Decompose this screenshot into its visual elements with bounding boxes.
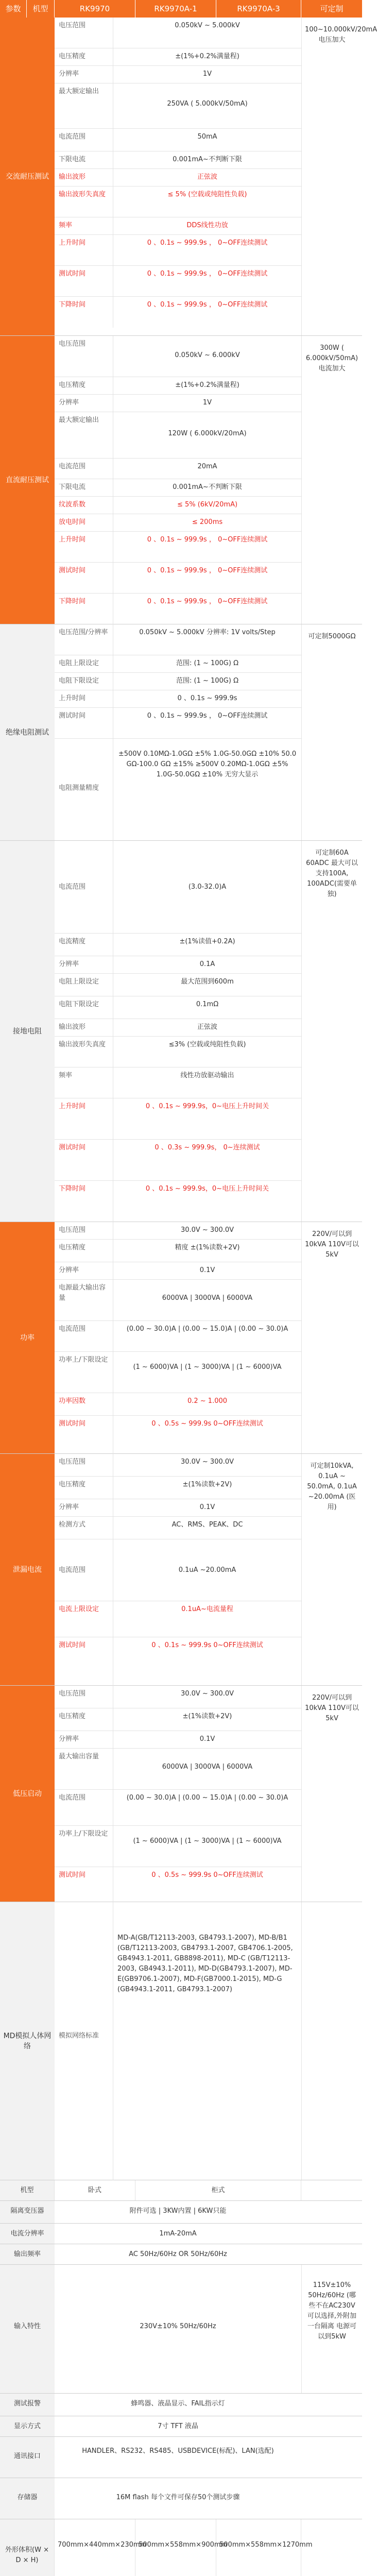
- row-value: 0 、0.3s ~ 999.9s， 0~连续测试: [155, 1144, 260, 1151]
- row-value: 0.1V: [199, 1735, 215, 1743]
- row-value: 30.0V ~ 300.0V: [180, 1226, 234, 1234]
- custom-note: 300W ( 6.000kV/50mA)电流加大: [301, 336, 362, 624]
- header-rk9970a3: RK9970A-3: [216, 0, 301, 18]
- section-ir: [0, 624, 362, 841]
- row-value: 50mA: [197, 133, 217, 141]
- row-label: 最大输出容量: [55, 1749, 113, 1789]
- memory-row: [0, 2478, 362, 2519]
- row-value: 1V: [202, 399, 212, 406]
- row-label: 电压范围: [55, 1222, 113, 1239]
- header-param: 参数: [0, 0, 27, 18]
- row-value: (3.0-32.0)A: [188, 883, 227, 891]
- row-value: 范围: (1 ~ 100G) Ω: [176, 677, 239, 685]
- row-label: 电压范围: [55, 18, 113, 48]
- row-value: 0 、0.1s ~ 999.9s ， 0~OFF连续测试: [147, 712, 268, 720]
- custom-note: 可定制5000GΩ: [301, 624, 362, 840]
- row-value: 0 、0.1s ~ 999.9s ， 0~OFF连续测试: [147, 536, 268, 544]
- row-label: 隔离变压器: [0, 2201, 55, 2223]
- row-label: 电流范围: [55, 841, 113, 933]
- row-label: 分辨率: [55, 1499, 113, 1516]
- row-label: 最大额定输出: [55, 83, 113, 128]
- row-value: 正弦波: [197, 1023, 217, 1031]
- row-label: 电流范围: [55, 129, 113, 151]
- row-label: 电阻上限设定: [55, 974, 113, 996]
- row-value: 附件可选 | 3KW内置 | 6KW只能: [129, 2207, 227, 2215]
- row-value: 0 、0.1s ~ 999.9s，0~电压上升时间关: [145, 1103, 269, 1110]
- row-value: 230V±10% 50Hz/60Hz: [140, 2323, 216, 2330]
- row-value: ±(1%+0.2%满量程): [175, 53, 239, 60]
- row-value: DDS线性功放: [186, 222, 228, 229]
- table-header: [0, 0, 362, 18]
- row-label: 电流范围: [55, 1790, 113, 1825]
- input-row: [0, 2265, 362, 2394]
- row-label: 分辨率: [55, 956, 113, 973]
- row-value: 0.001mA~不判断下限: [173, 156, 242, 163]
- row-value: 6000VA | 3000VA | 6000VA: [162, 1294, 253, 1302]
- row-label: 功率因数: [55, 1393, 113, 1415]
- dims-cabinet-a: 500mm×558mm×900mm: [135, 2519, 216, 2576]
- header-rk9970: RK9970: [55, 0, 135, 18]
- row-label: 输出频率: [0, 2244, 55, 2264]
- model-horizontal: 卧式: [55, 2180, 135, 2200]
- row-value: 范围: (1 ~ 100G) Ω: [176, 659, 239, 667]
- section-leakage: [0, 1454, 362, 1686]
- row-value: (0.00 ~ 30.0)A | (0.00 ~ 15.0)A | (0.00 ~ 30.0)A: [126, 1325, 288, 1333]
- row-value: (0.00 ~ 30.0)A | (0.00 ~ 15.0)A | (0.00 ~ 30.0)A: [126, 1794, 288, 1802]
- row-value: (1 ~ 6000)VA | (1 ~ 3000)VA | (1 ~ 6000)VA: [133, 1363, 282, 1371]
- section-title: 低压启动: [0, 1686, 55, 1902]
- section-title: 交流耐压测试: [0, 18, 55, 335]
- row-label: 分辨率: [55, 1262, 113, 1279]
- row-value: 0 、0.5s ~ 999.9s 0~OFF连续测试: [151, 1420, 263, 1428]
- row-value: (1 ~ 6000)VA | (1 ~ 3000)VA | (1 ~ 6000)VA: [133, 1837, 282, 1845]
- row-value: ±(1%+0.2%满量程): [175, 381, 239, 389]
- section-dc: [0, 336, 362, 624]
- interface-row: [0, 2437, 362, 2478]
- row-value: 0.001mA~不判断下限: [173, 483, 242, 491]
- row-value: AC 50Hz/60Hz OR 50Hz/60Hz: [129, 2250, 227, 2258]
- row-value: 20mA: [197, 463, 217, 470]
- row-value: 1mA-20mA: [159, 2230, 197, 2238]
- header-model: 机型: [27, 0, 55, 18]
- model-cabinet: 柜式: [135, 2180, 301, 2200]
- row-value: 蜂鸣器、液晶显示、FAIL指示灯: [131, 2400, 225, 2408]
- row-label: 电阻上限设定: [55, 655, 113, 672]
- custom-note: 100~10.000kV/20mA 电压加大: [301, 18, 362, 335]
- row-label: 频率: [55, 1067, 113, 1098]
- row-label: 分辨率: [55, 66, 113, 83]
- row-value: HANDLER、RS232、RS485、USBDEVICE(标配)、LAN(选配): [82, 2447, 274, 2455]
- row-value: ±(1%读值+0.2A): [179, 938, 235, 945]
- row-value: 0 、0.5s ~ 999.9s 0~OFF连续测试: [151, 1871, 263, 1879]
- row-label: 功率上/下限设定: [55, 1352, 113, 1393]
- row-value: 0 、0.1s ~ 999.9s，0~电压上升时间关: [145, 1185, 269, 1193]
- dims-cabinet-b: 500mm×558mm×1270mm: [216, 2519, 301, 2576]
- row-label: 电流精度: [55, 934, 113, 956]
- row-label: 测试时间: [55, 708, 113, 738]
- frequency-row: [0, 2244, 362, 2265]
- row-label: 上升时间: [55, 235, 113, 265]
- row-label: 电阻下限设定: [55, 673, 113, 690]
- row-label: 检测方式: [55, 1517, 113, 1539]
- row-label: 输出波形失真度: [55, 187, 113, 217]
- model-row: [0, 2180, 362, 2201]
- row-value: 16M flash 每个文件可保存50个测试步骤: [116, 2494, 240, 2501]
- row-value: 30.0V ~ 300.0V: [180, 1458, 234, 1466]
- row-value: ≤ 200ms: [192, 518, 223, 526]
- row-value: 0 、0.1s ~ 999.9s 0~OFF连续测试: [151, 1641, 263, 1649]
- row-value: 最大范围到600m: [181, 978, 234, 986]
- row-value: 0.050kV ~ 6.000kV: [175, 351, 240, 359]
- section-title: 绝缘电阻测试: [0, 624, 55, 840]
- row-value: 0.1V: [199, 1503, 215, 1511]
- row-value: 0 、0.1s ~ 999.9s ， 0~OFF连续测试: [147, 598, 268, 605]
- row-value: AC、RMS、PEAK、DC: [172, 1521, 243, 1529]
- row-label: 电流范围: [55, 1321, 113, 1351]
- custom-note: 115V±10% 50Hz/60Hz (哪些不在AC230V 可以选择,外附加一台隔离 电源可以到5kW: [301, 2265, 362, 2393]
- row-label: 通讯接口: [0, 2437, 55, 2478]
- row-label: 输出波形: [55, 169, 113, 186]
- row-label: 电压精度: [55, 48, 113, 65]
- section-low-voltage: [0, 1686, 362, 1902]
- row-value: 0 、0.1s ~ 999.9s ， 0~OFF连续测试: [147, 567, 268, 574]
- row-label: 输入特性: [0, 2265, 55, 2393]
- row-label: 电流上限设定: [55, 1601, 113, 1637]
- row-label: 电流范围: [55, 1539, 113, 1601]
- row-label: 电流范围: [55, 459, 113, 479]
- row-label: 电压精度: [55, 1477, 113, 1499]
- row-label: 分辨率: [55, 1731, 113, 1748]
- row-value: 0 、0.1s ~ 999.9s: [177, 694, 237, 702]
- row-label: 纹波系数: [55, 497, 113, 514]
- section-title: MD模拟人体网络: [0, 1902, 55, 2180]
- row-label: 外形体积(W × D × H): [0, 2519, 55, 2576]
- row-label: 测试报警: [0, 2394, 55, 2416]
- row-label: 频率: [55, 217, 113, 234]
- row-label: 电流分辨率: [0, 2224, 55, 2244]
- row-value: 0.1A: [199, 960, 215, 968]
- row-value: 正弦波: [197, 173, 217, 181]
- row-label: 输出波形失真度: [55, 1037, 113, 1067]
- row-label: 测试时间: [55, 563, 113, 593]
- custom-note: [301, 1902, 362, 2180]
- row-label: 上升时间: [55, 690, 113, 707]
- row-label: 输出波形: [55, 1019, 113, 1036]
- model-custom: [301, 2180, 362, 2200]
- section-title: 接地电阻: [0, 841, 55, 1222]
- row-label: 测试时间: [55, 266, 113, 296]
- row-value: ≤ 5% (6kV/20mA): [177, 501, 238, 509]
- row-value: 0.050kV ~ 5.000kV 分辨率: 1V volts/Step: [139, 629, 276, 636]
- row-value: MD-A(GB/T12113-2003, GB4793.1-2007), MD-B/B1 (GB/T12113-2003, GB4793.1-2007, GB4706.1-2005, GB4943.1-2011, GB8898-2011), MD-C (GB/T12113-2003, GB4943.1-2011), MD-D(GB4793.1-2007), MD-E(GB9706.1-2007), MD-F(GB7000.1-2015), MD-G (GB4943.1-2011, GB4793.1-2007): [117, 1934, 293, 1993]
- header-custom: 可定制: [320, 4, 344, 13]
- row-label: 上升时间: [55, 1098, 113, 1139]
- row-value: ±500V 0.10MΩ-1.0GΩ ±5% 1.0G-50.0GΩ ±10% 50.0 GΩ-100.0 GΩ ±15% ≥500V 0.20MΩ-1.0GΩ ±5% 1.0G-50.0GΩ ±10% 无穷大显示: [118, 750, 297, 778]
- section-title: 直流耐压测试: [0, 336, 55, 624]
- row-label: 电阻测量精度: [55, 739, 113, 841]
- header-rk9970a1: RK9970A-1: [135, 0, 216, 18]
- row-label: 电压精度: [55, 1708, 113, 1731]
- row-value: 线性功放驱动输出: [180, 1072, 234, 1079]
- row-label: 电源最大输出容量: [55, 1280, 113, 1320]
- row-label: 上升时间: [55, 532, 113, 562]
- section-title: 功率: [0, 1222, 55, 1453]
- row-value: 0.1V: [199, 1266, 215, 1274]
- row-value: ±(1%读数+2V): [182, 1713, 232, 1720]
- custom-note: 可定制60A 60ADC 最大可以支持100A, 100ADC(需要单独): [301, 841, 362, 1222]
- section-title: 泄漏电流: [0, 1454, 55, 1685]
- row-label: 下限电流: [55, 479, 113, 496]
- row-value: 30.0V ~ 300.0V: [180, 1690, 234, 1698]
- section-network: [0, 1902, 362, 2180]
- dimensions-row: [0, 2519, 362, 2576]
- row-label: 模拟网络标准: [55, 1902, 113, 2180]
- row-value: 0.2 ~ 1.000: [187, 1397, 228, 1405]
- row-value: ≤3% (空载或纯阻性负载): [168, 1041, 246, 1048]
- row-value: ≤ 5% (空载或纯阻性负载): [167, 191, 247, 198]
- row-label: 测试时间: [55, 1637, 113, 1686]
- row-value: 6000VA | 3000VA | 6000VA: [162, 1763, 253, 1771]
- isolation-row: [0, 2201, 362, 2224]
- row-label: 显示方式: [0, 2416, 55, 2436]
- row-label: 电阻下限设定: [55, 996, 113, 1019]
- custom-note: 220V/可以到10kVA 110V可以5kV: [301, 1686, 362, 1902]
- resolution-row: [0, 2224, 362, 2244]
- row-value: 0.1uA ~20.00mA: [178, 1566, 236, 1574]
- row-label: 分辨率: [55, 395, 113, 412]
- row-value: 0 、0.1s ~ 999.9s ， 0~OFF连续测试: [147, 301, 268, 309]
- row-value: 0.050kV ~ 5.000kV: [175, 22, 240, 29]
- dims-horizontal: 700mm×440mm×230mm: [55, 2519, 135, 2576]
- custom-note: 可定制10kVA, 0.1uA ~ 50.0mA, 0.1uA ~20.00mA (医用): [301, 1454, 362, 1685]
- row-label: 放电时间: [55, 514, 113, 531]
- row-value: 120W ( 6.000kV/20mA): [168, 430, 247, 437]
- row-label: 电压精度: [55, 377, 113, 394]
- row-label: 电压范围: [55, 1686, 113, 1708]
- row-value: 7寸 TFT 液晶: [158, 2422, 198, 2430]
- row-label: 下降时间: [55, 1181, 113, 1222]
- row-label: 功率上/下限设定: [55, 1826, 113, 1867]
- row-value: 0 、0.1s ~ 999.9s ， 0~OFF连续测试: [147, 239, 268, 247]
- row-value: 0.1mΩ: [196, 1001, 219, 1008]
- row-label: 最大额定输出: [55, 412, 113, 458]
- alarm-row: [0, 2394, 362, 2416]
- row-label: 下降时间: [55, 594, 113, 624]
- row-value: 0.1uA~电流量程: [181, 1605, 233, 1613]
- row-label: 存储器: [0, 2478, 55, 2519]
- row-label: 电压精度: [55, 1240, 113, 1262]
- row-label: 机型: [0, 2180, 55, 2200]
- section-ac: [0, 18, 377, 336]
- row-value: 1V: [202, 70, 212, 78]
- row-value: 精度 ±(1%读数+2V): [175, 1244, 240, 1251]
- row-label: 下限电流: [55, 151, 113, 168]
- row-label: 电压范围: [55, 336, 113, 377]
- row-value: 250VA ( 5.000kV/50mA): [167, 100, 248, 108]
- row-label: 测试时间: [55, 1140, 113, 1180]
- section-power: [0, 1222, 362, 1454]
- dims-custom: [301, 2519, 362, 2576]
- row-label: 电压范围: [55, 1454, 113, 1476]
- row-value: 0 、0.1s ~ 999.9s ， 0~OFF连续测试: [147, 270, 268, 278]
- row-label: 测试时间: [55, 1416, 113, 1454]
- section-gb: [0, 841, 362, 1222]
- row-label: 电压范围/分辨率: [55, 624, 113, 655]
- row-label: 下降时间: [55, 297, 113, 328]
- display-row: [0, 2416, 362, 2437]
- custom-note: 220V/可以到10kVA 110V可以5kV: [301, 1222, 362, 1453]
- row-value: ±(1%读数+2V): [182, 1481, 232, 1488]
- row-label: 测试时间: [55, 1867, 113, 1902]
